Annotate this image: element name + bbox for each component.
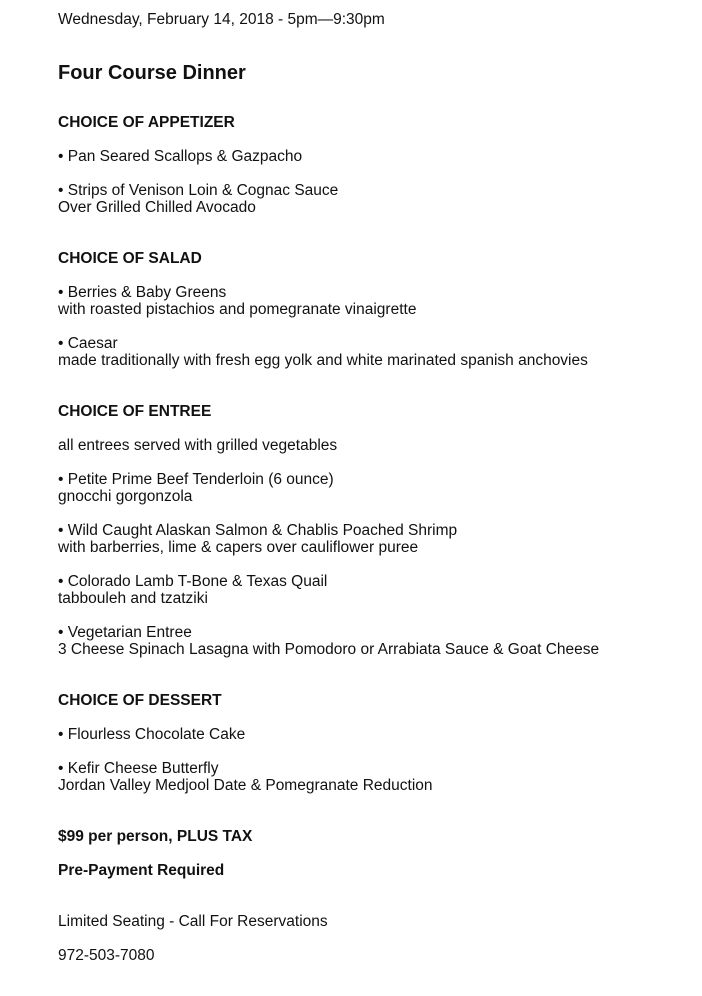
entree-item-description: tabbouleh and tzatziki — [58, 590, 208, 607]
dessert-item-name: • Flourless Chocolate Cake — [58, 726, 246, 743]
entree-note: all entrees served with grilled vegetables — [58, 437, 338, 454]
appetizer-heading: CHOICE OF APPETIZER — [58, 114, 235, 131]
dessert-heading: CHOICE OF DESSERT — [58, 692, 222, 709]
salad-item-description: with roasted pistachios and pomegranate vinaigrette — [58, 301, 417, 318]
entree-item-name: • Vegetarian Entree — [58, 624, 192, 641]
phone-number: 972-503-7080 — [58, 947, 155, 964]
price-line: $99 per person, PLUS TAX — [58, 828, 253, 845]
appetizer-item-name: • Strips of Venison Loin & Cognac Sauce — [58, 182, 339, 199]
date-time-line: Wednesday, February 14, 2018 - 5pm—9:30pm — [58, 11, 385, 28]
entree-item-description: 3 Cheese Spinach Lasagna with Pomodoro or Arrabiata Sauce & Goat Cheese — [58, 641, 600, 658]
entree-item-description: with barberries, lime & capers over cauliflower puree — [58, 539, 419, 556]
prepayment-line: Pre-Payment Required — [58, 862, 225, 879]
entree-heading: CHOICE OF ENTREE — [58, 403, 212, 420]
salad-heading: CHOICE OF SALAD — [58, 250, 202, 267]
entree-item-name: • Petite Prime Beef Tenderloin (6 ounce) — [58, 471, 334, 488]
seating-line: Limited Seating - Call For Reservations — [58, 913, 328, 930]
entree-item-name: • Wild Caught Alaskan Salmon & Chablis Poached Shrimp — [58, 522, 458, 539]
salad-item-name: • Berries & Baby Greens — [58, 284, 227, 301]
dessert-item-name: • Kefir Cheese Butterfly — [58, 760, 219, 777]
entree-item-name: • Colorado Lamb T-Bone & Texas Quail — [58, 573, 328, 590]
appetizer-item-name: • Pan Seared Scallops & Gazpacho — [58, 148, 303, 165]
dessert-item-description: Jordan Valley Medjool Date & Pomegranate Reduction — [58, 777, 433, 794]
salad-item-name: • Caesar — [58, 335, 118, 352]
salad-item-description: made traditionally with fresh egg yolk and white marinated spanish anchovies — [58, 352, 588, 369]
entree-item-description: gnocchi gorgonzola — [58, 488, 193, 505]
appetizer-item-description: Over Grilled Chilled Avocado — [58, 199, 256, 216]
menu-title: Four Course Dinner — [58, 62, 246, 84]
